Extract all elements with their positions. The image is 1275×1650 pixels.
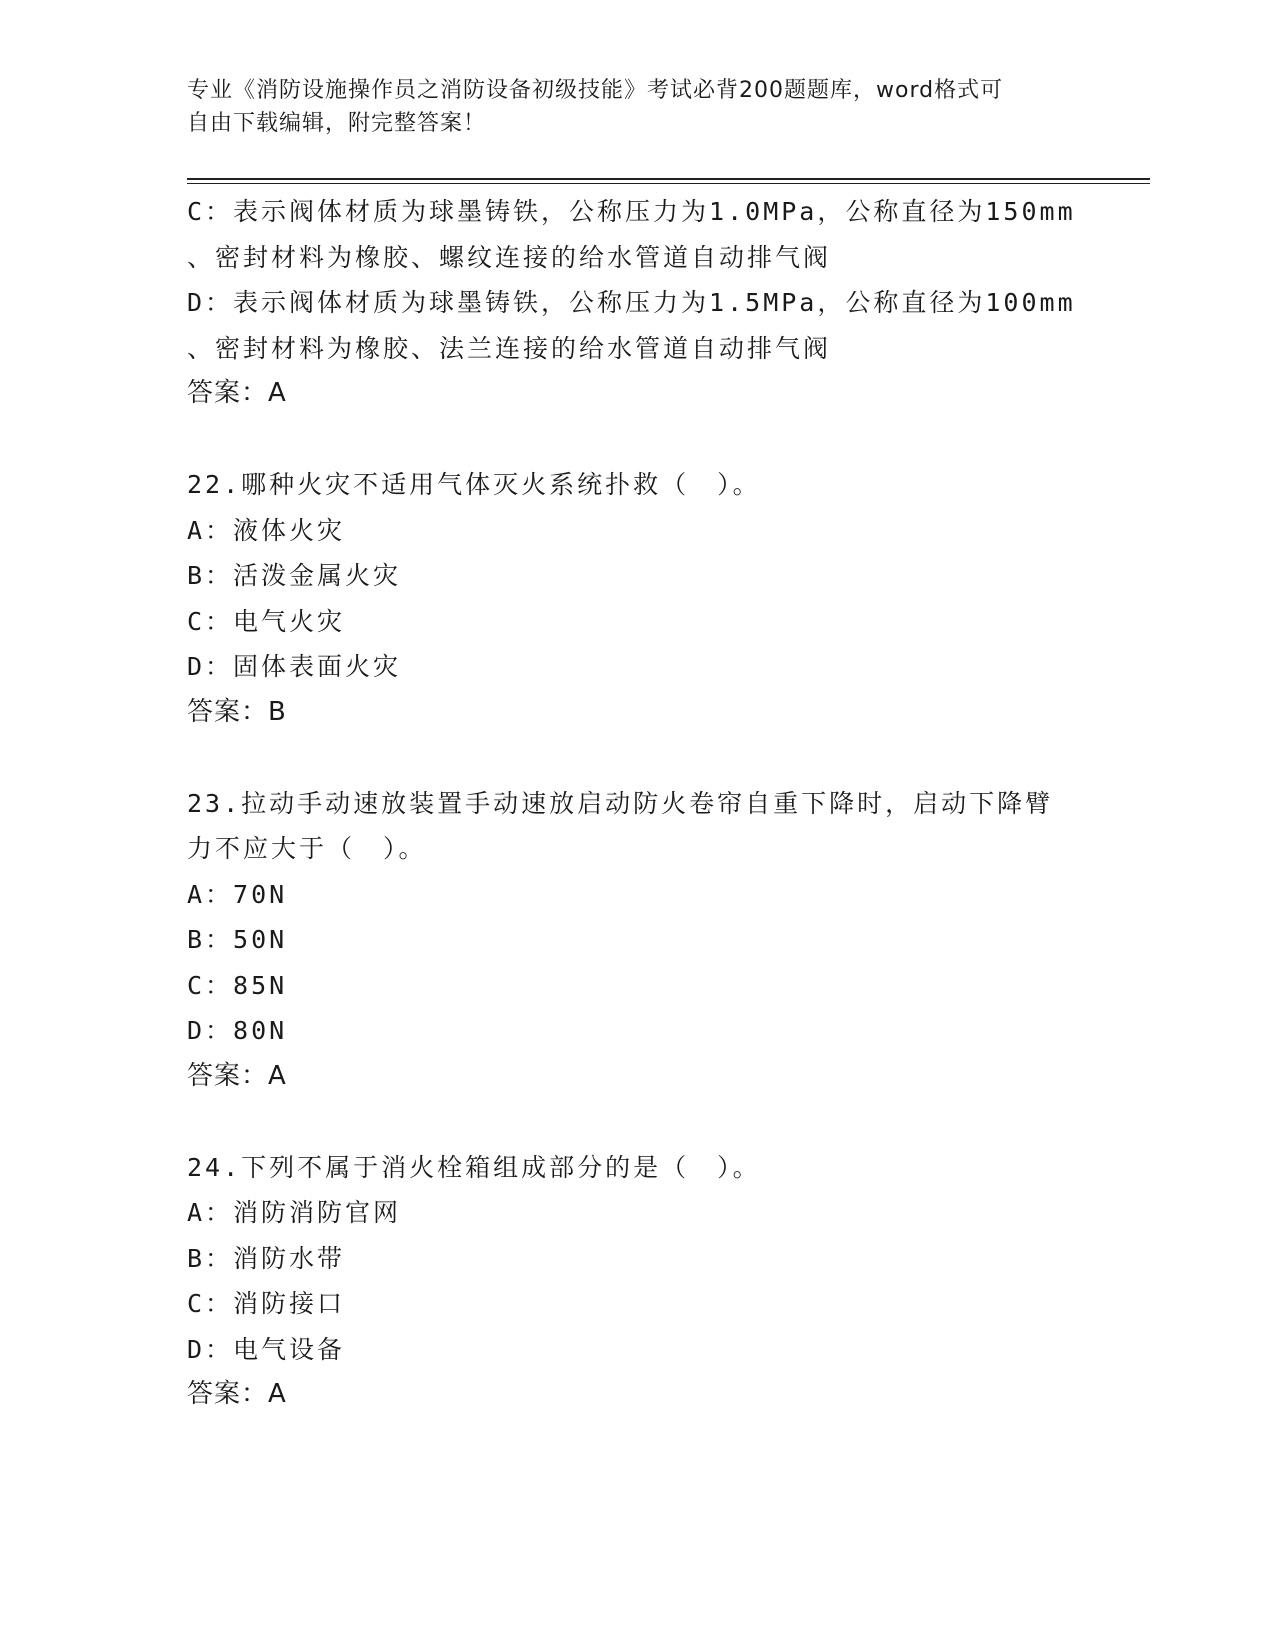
question-text-continued: 力不应大于（ ）。 [187, 834, 427, 863]
question-24 [187, 1145, 1087, 1418]
answer: 答案：A [187, 378, 287, 408]
question-23 [187, 781, 1087, 1100]
document-header [187, 74, 1087, 140]
option-c: C：消防接口 [187, 1289, 346, 1318]
option-b: B：活泼金属火灾 [187, 561, 402, 590]
question-text: 22.哪种火灾不适用气体灭火系统扑救（ ）。 [187, 470, 761, 499]
option-c: C：表示阀体材质为球墨铸铁，公称压力为1.0MPa，公称直径为150mm [187, 197, 1076, 226]
header-line-2: 自由下载编辑，附完整答案！ [187, 111, 487, 136]
answer: 答案：A [187, 1060, 287, 1091]
option-c: C：电气火灾 [187, 606, 346, 636]
option-d: D：表示阀体材质为球墨铸铁，公称压力为1.5MPa，公称直径为100mm [187, 288, 1076, 317]
question-list [187, 189, 1087, 1418]
option-d-continued: 、密封材料为橡胶、法兰连接的给水管道自动排气阀 [187, 333, 832, 363]
answer: 答案：B [187, 696, 287, 727]
option-a: A：70N [187, 879, 288, 909]
question-22 [187, 462, 1087, 735]
question-text: 24.下列不属于消火栓箱组成部分的是（ ）。 [187, 1152, 761, 1182]
option-a: A：液体火灾 [187, 515, 346, 545]
answer: 答案：A [187, 1379, 287, 1409]
option-b: B：50N [187, 925, 288, 954]
spacer [187, 417, 1087, 463]
option-c: C：85N [187, 970, 288, 1000]
option-a: A：消防消防官网 [187, 1198, 402, 1227]
spacer [187, 735, 1087, 781]
option-d: D：80N [187, 1016, 288, 1045]
option-c-continued: 、密封材料为橡胶、螺纹连接的给水管道自动排气阀 [187, 242, 832, 272]
option-d: D：电气设备 [187, 1334, 346, 1364]
header-divider-thin [187, 183, 1150, 184]
header-divider-thick [187, 178, 1150, 180]
question-21-continued [187, 189, 1087, 417]
option-b: B：消防水带 [187, 1243, 346, 1273]
header-line-1: 专业《消防设施操作员之消防设备初级技能》考试必背200题题库，word格式可 [187, 78, 1004, 103]
question-text: 23.拉动手动速放装置手动速放启动防火卷帘自重下降时，启动下降臂 [187, 788, 1054, 818]
option-d: D：固体表面火灾 [187, 652, 402, 681]
spacer [187, 1099, 1087, 1145]
